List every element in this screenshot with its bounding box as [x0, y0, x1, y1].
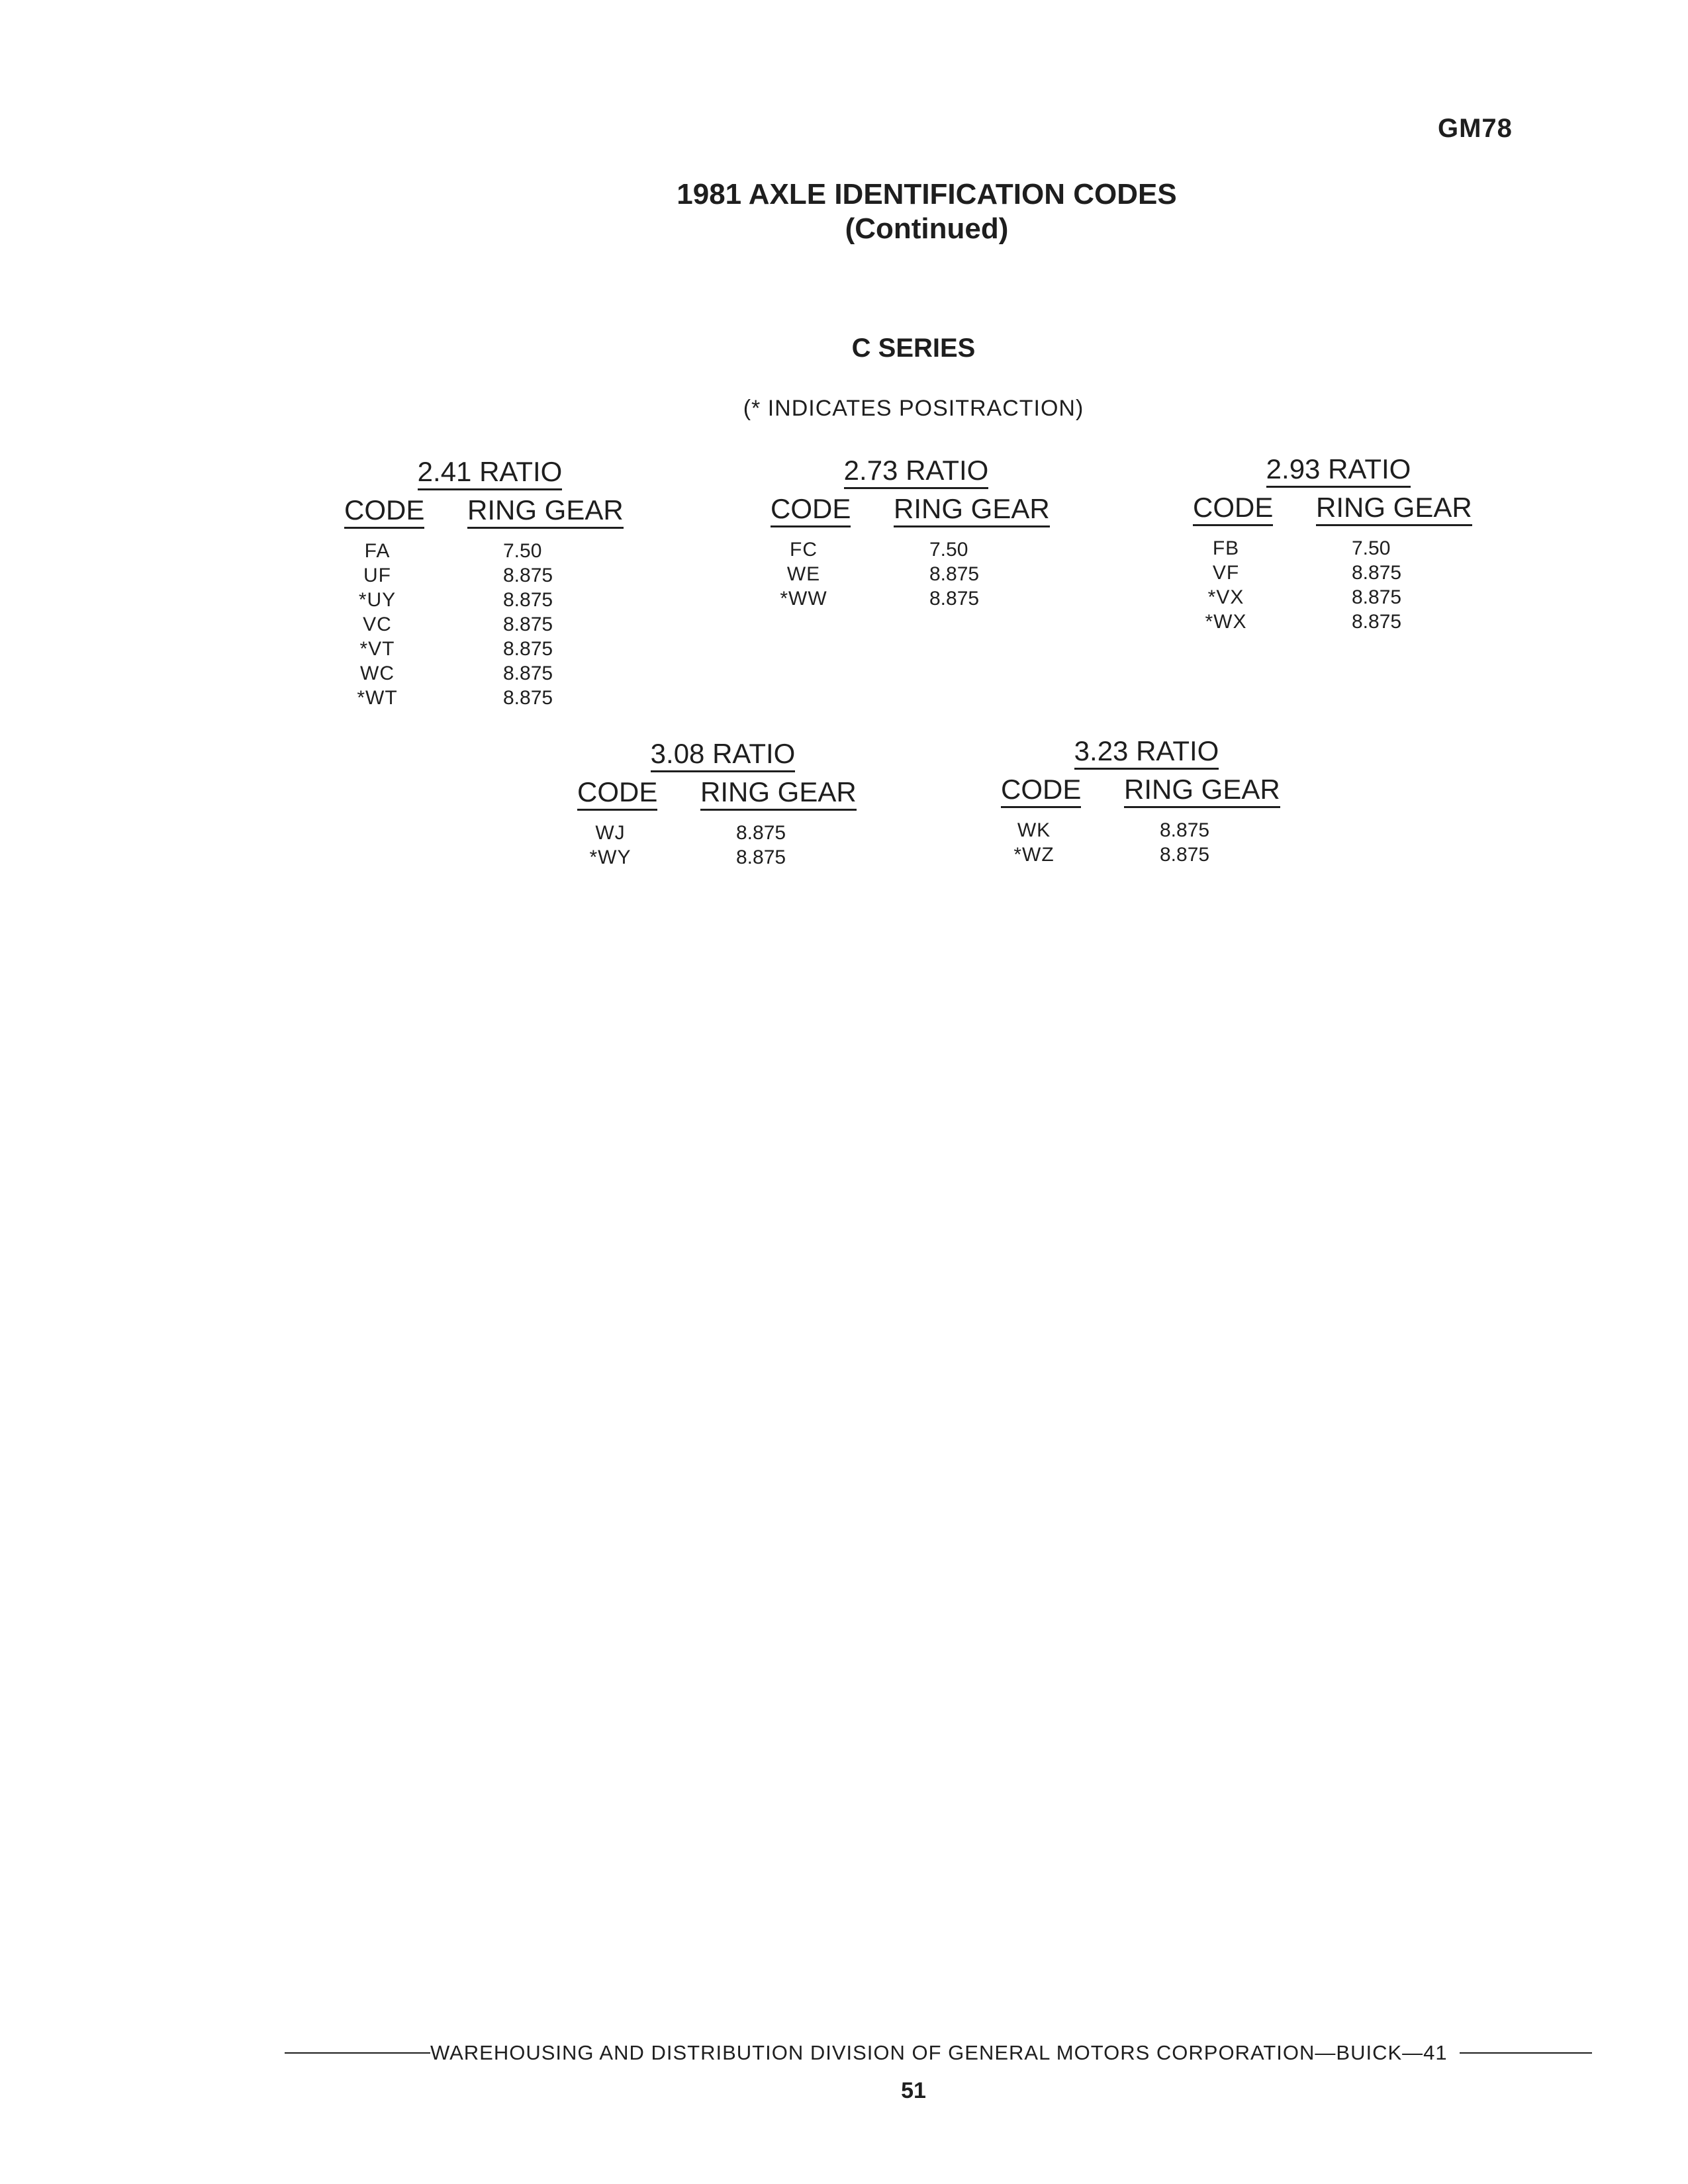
- ring-gear-size: 8.875: [503, 565, 553, 586]
- code-column-header: [771, 492, 851, 525]
- axle-code: WE: [786, 563, 821, 585]
- code-column-header: [344, 494, 424, 527]
- axle-code: UF: [363, 565, 391, 586]
- ring-gear-header-text: RING GEAR: [894, 493, 1050, 527]
- table-rows: [771, 537, 1062, 611]
- page-number: 51: [901, 2078, 926, 2103]
- ring-gear-size: 8.875: [1160, 819, 1210, 841]
- code-header-text: CODE: [1193, 492, 1273, 526]
- ring-gear-column-header: [1124, 773, 1280, 806]
- table-row: [577, 821, 868, 845]
- ring-gear-size: 8.875: [929, 588, 980, 610]
- ring-gear-size: 8.875: [503, 614, 553, 635]
- table-row: [771, 562, 1062, 586]
- table-rows: [344, 539, 635, 710]
- table-row: [344, 661, 635, 686]
- axle-code: VF: [1212, 562, 1240, 584]
- table-row: [1193, 610, 1484, 634]
- ring-gear-column-header: [894, 492, 1050, 525]
- table-row: [344, 637, 635, 661]
- ring-gear-size: 7.50: [929, 539, 968, 561]
- axle-code: VC: [363, 614, 392, 635]
- code-column-header: [1193, 491, 1273, 524]
- axle-code: WC: [360, 662, 395, 684]
- ring-gear-column-header: [1316, 491, 1472, 524]
- ring-gear-column-header: [467, 494, 624, 527]
- ring-gear-size: 7.50: [503, 540, 542, 562]
- table-rows: [1193, 536, 1484, 634]
- footer-rule-right: [1460, 2052, 1592, 2054]
- table-row: [344, 539, 635, 563]
- ring-gear-header-text: RING GEAR: [700, 776, 857, 811]
- axle-code: *WZ: [1013, 844, 1055, 866]
- ring-gear-size: 8.875: [736, 846, 786, 868]
- code-header-text: CODE: [1001, 774, 1081, 808]
- ratio-title-text: 2.93 RATIO: [1266, 453, 1411, 488]
- document-id: GM78: [1438, 114, 1513, 143]
- table-row: [344, 588, 635, 612]
- table-row: [344, 612, 635, 637]
- table-row: [344, 563, 635, 588]
- ratio-title: [771, 454, 1062, 487]
- axle-code: FA: [364, 540, 391, 562]
- table-row: [1193, 585, 1484, 610]
- axle-code: FC: [790, 539, 818, 561]
- ring-gear-size: 8.875: [736, 822, 786, 844]
- ratio-title: [1001, 735, 1292, 768]
- table-rows: [1001, 818, 1292, 867]
- ring-gear-header-text: RING GEAR: [1316, 492, 1472, 526]
- ring-gear-size: 8.875: [1352, 562, 1402, 584]
- ratio-title-text: 3.23 RATIO: [1074, 735, 1219, 770]
- ring-gear-size: 8.875: [503, 662, 553, 684]
- footer-rule-left: [285, 2052, 430, 2054]
- ratio-title: [1193, 453, 1484, 486]
- ring-gear-size: 8.875: [503, 638, 553, 660]
- page-title-line2: (Continued): [845, 212, 1009, 245]
- axle-code: *WX: [1205, 611, 1247, 633]
- ring-gear-header-text: RING GEAR: [467, 494, 624, 529]
- page-title-line1: 1981 AXLE IDENTIFICATION CODES: [677, 178, 1177, 210]
- series-heading: C SERIES: [851, 334, 976, 363]
- table-row: [771, 537, 1062, 562]
- table-row: [1193, 561, 1484, 585]
- footer-text: WAREHOUSING AND DISTRIBUTION DIVISION OF GENERAL MOTORS CORPORATION—BUICK—41: [430, 2041, 1448, 2064]
- axle-code: WJ: [595, 822, 626, 844]
- ring-gear-size: 8.875: [1160, 844, 1210, 866]
- footer: [285, 2041, 1562, 2065]
- ring-gear-size: 7.50: [1352, 537, 1391, 559]
- ring-gear-column-header: [700, 776, 857, 809]
- ring-gear-size: 8.875: [1352, 586, 1402, 608]
- code-header-text: CODE: [577, 776, 657, 811]
- table-rows: [577, 821, 868, 870]
- ring-gear-size: 8.875: [1352, 611, 1402, 633]
- code-column-header: [1001, 773, 1081, 806]
- axle-code: FB: [1212, 537, 1240, 559]
- code-column-header: [577, 776, 657, 809]
- table-row: [1193, 536, 1484, 561]
- ratio-title-text: 2.41 RATIO: [418, 456, 563, 490]
- ring-gear-size: 8.875: [503, 589, 553, 611]
- ring-gear-header-text: RING GEAR: [1124, 774, 1280, 808]
- table-row: [1001, 842, 1292, 867]
- axle-code: *WT: [357, 687, 398, 709]
- ratio-title-text: 3.08 RATIO: [651, 738, 796, 772]
- code-header-text: CODE: [771, 493, 851, 527]
- table-row: [1001, 818, 1292, 842]
- ratio-title: [344, 455, 635, 488]
- axle-code: *WW: [780, 588, 827, 610]
- axle-code: *VT: [359, 638, 395, 660]
- ring-gear-size: 8.875: [929, 563, 980, 585]
- table-row: [771, 586, 1062, 611]
- ratio-title-text: 2.73 RATIO: [844, 455, 989, 489]
- axle-code: *VX: [1207, 586, 1244, 608]
- ratio-title: [577, 737, 868, 770]
- ring-gear-size: 8.875: [503, 687, 553, 709]
- axle-code: *UY: [358, 589, 397, 611]
- page-title: [596, 177, 1258, 246]
- code-header-text: CODE: [344, 494, 424, 529]
- axle-code: *WY: [589, 846, 632, 868]
- table-row: [344, 686, 635, 710]
- positraction-note: (* INDICATES POSITRACTION): [743, 396, 1084, 421]
- table-row: [577, 845, 868, 870]
- axle-code: WK: [1017, 819, 1051, 841]
